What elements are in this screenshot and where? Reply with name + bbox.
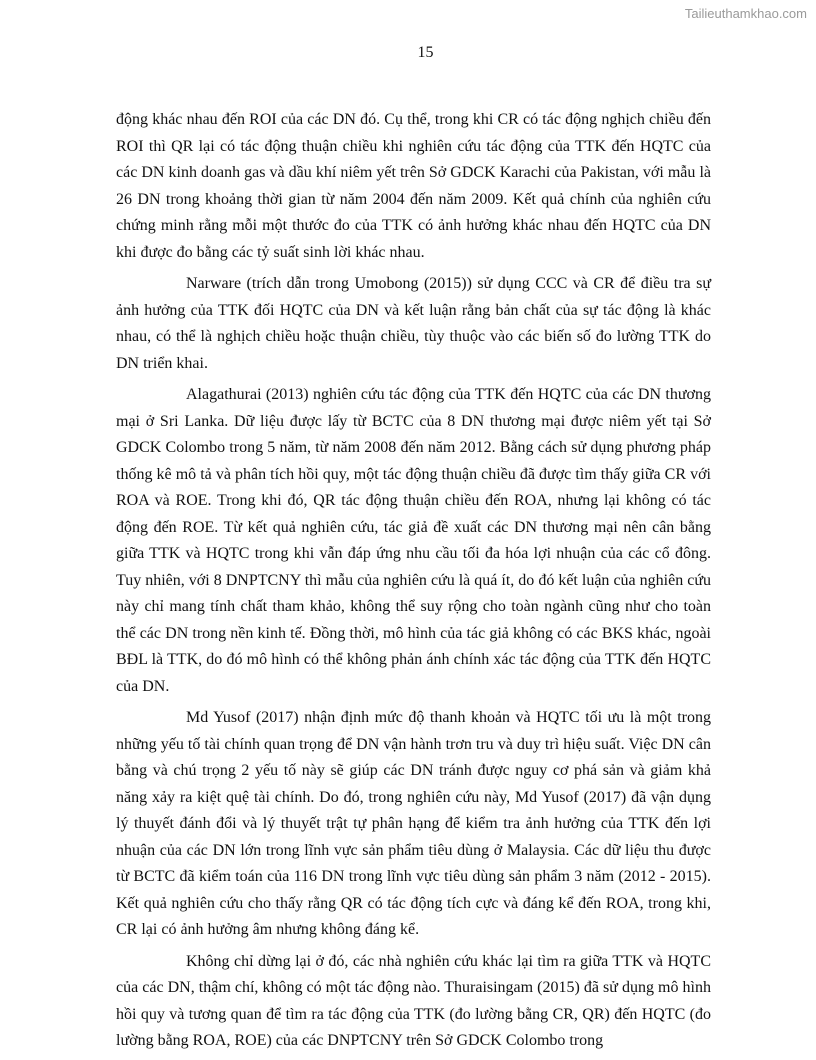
paragraph: Narware (trích dẫn trong Umobong (2015)) sử dụng CCC và CR để điều tra sự ảnh hưởng của TTK đối HQTC của DN và kết luận rằng bản chất của sự tác động là khác nhau, có thể là nghịch chiều hoặc thuận chiều, tùy thuộc vào các biến số đo lường TTK do DN triển khai. bbox=[116, 275, 711, 372]
paragraph: Md Yusof (2017) nhận định mức độ thanh khoản và HQTC tối ưu là một trong những yếu tố tài chính quan trọng để DN vận hành trơn tru và duy trì hiệu suất. Việc DN cân bằng và chú trọng 2 yếu tố này sẽ giúp các DN tránh được nguy cơ phá sản và giảm khả năng xảy ra kiệt quệ tài chính. Do đó, trong nghiên cứu này, Md Yusof (2017) đã vận dụng lý thuyết đánh đổi và lý thuyết trật tự phân hạng để kiểm tra ảnh hưởng của TTK đến lợi nhuận của các DN lớn trong lĩnh vực sản phẩm tiêu dùng ở Malaysia. Các dữ liệu thu được từ BCTC đã kiểm toán của 116 DN trong lĩnh vực tiêu dùng sản phẩm 3 năm (2012 - 2015). Kết quả nghiên cứu cho thấy rằng QR có tác động tích cực và đáng kể đến ROA, trong khi, CR lại có ảnh hưởng âm nhưng không đáng kể. bbox=[116, 709, 711, 938]
paragraph: Alagathurai (2013) nghiên cứu tác động của TTK đến HQTC của các DN thương mại ở Sri Lanka. Dữ liệu được lấy từ BCTC của 8 DN thương mại được niêm yết tại Sở GDCK Colombo trong 5 năm, từ năm 2008 đến năm 2012. Bằng cách sử dụng phương pháp thống kê mô tả và phân tích hồi quy, một tác động thuận chiều đã được tìm thấy giữa CR với ROA và ROE. Trong khi đó, QR tác động thuận chiều đến ROA, nhưng lại không có tác động đến ROE. Từ kết quả nghiên cứu, tác giả đề xuất các DN thương mại nên cân bằng giữa TTK và HQTC trong khi vẫn đáp ứng nhu cầu tối đa hóa lợi nhuận của các cổ đông. Tuy nhiên, với 8 DNPTCNY thì mẫu của nghiên cứu là quá ít, do đó kết luận của nghiên cứu này chỉ mang tính chất tham khảo, không thể suy rộng cho toàn ngành cũng như cho toàn thể các DN trong nền kinh tế. Đồng thời, mô hình của tác giả không có các BKS khác, ngoài BĐL là TTK, do đó mô hình có thể không phản ánh chính xác tác động của TTK đến HQTC của DN. bbox=[116, 386, 711, 695]
paragraph: Không chỉ dừng lại ở đó, các nhà nghiên cứu khác lại tìm ra giữa TTK và HQTC của các DN, thậm chí, không có một tác động nào. Thuraisingam (2015) đã sử dụng mô hình hồi quy và tương quan để tìm ra tác động của TTK (đo lường bằng CR, QR) đến HQTC (đo lường bằng ROA, ROE) của các DNPTCNY trên Sở GDCK Colombo trong bbox=[116, 952, 711, 1049]
paragraph: động khác nhau đến ROI của các DN đó. Cụ thể, trong khi CR có tác động nghịch chiều đến ROI thì QR lại có tác động thuận chiều khi nghiên cứu tác động của TTK đến HQTC của các DN kinh doanh gas và dầu khí niêm yết trên Sở GDCK Karachi của Pakistan, với mẫu là 26 DN trong khoảng thời gian từ năm 2004 đến năm 2009. Kết quả chính của nghiên cứu chứng minh rằng mỗi một thước đo của TTK có ảnh hưởng khác nhau đến HQTC của DN khi được đo bằng các tỷ suất sinh lời khác nhau. bbox=[116, 111, 711, 261]
page-number: 15 bbox=[417, 44, 434, 61]
watermark: Tailieuthamkhao.com bbox=[684, 6, 807, 21]
document-body bbox=[116, 107, 711, 1060]
